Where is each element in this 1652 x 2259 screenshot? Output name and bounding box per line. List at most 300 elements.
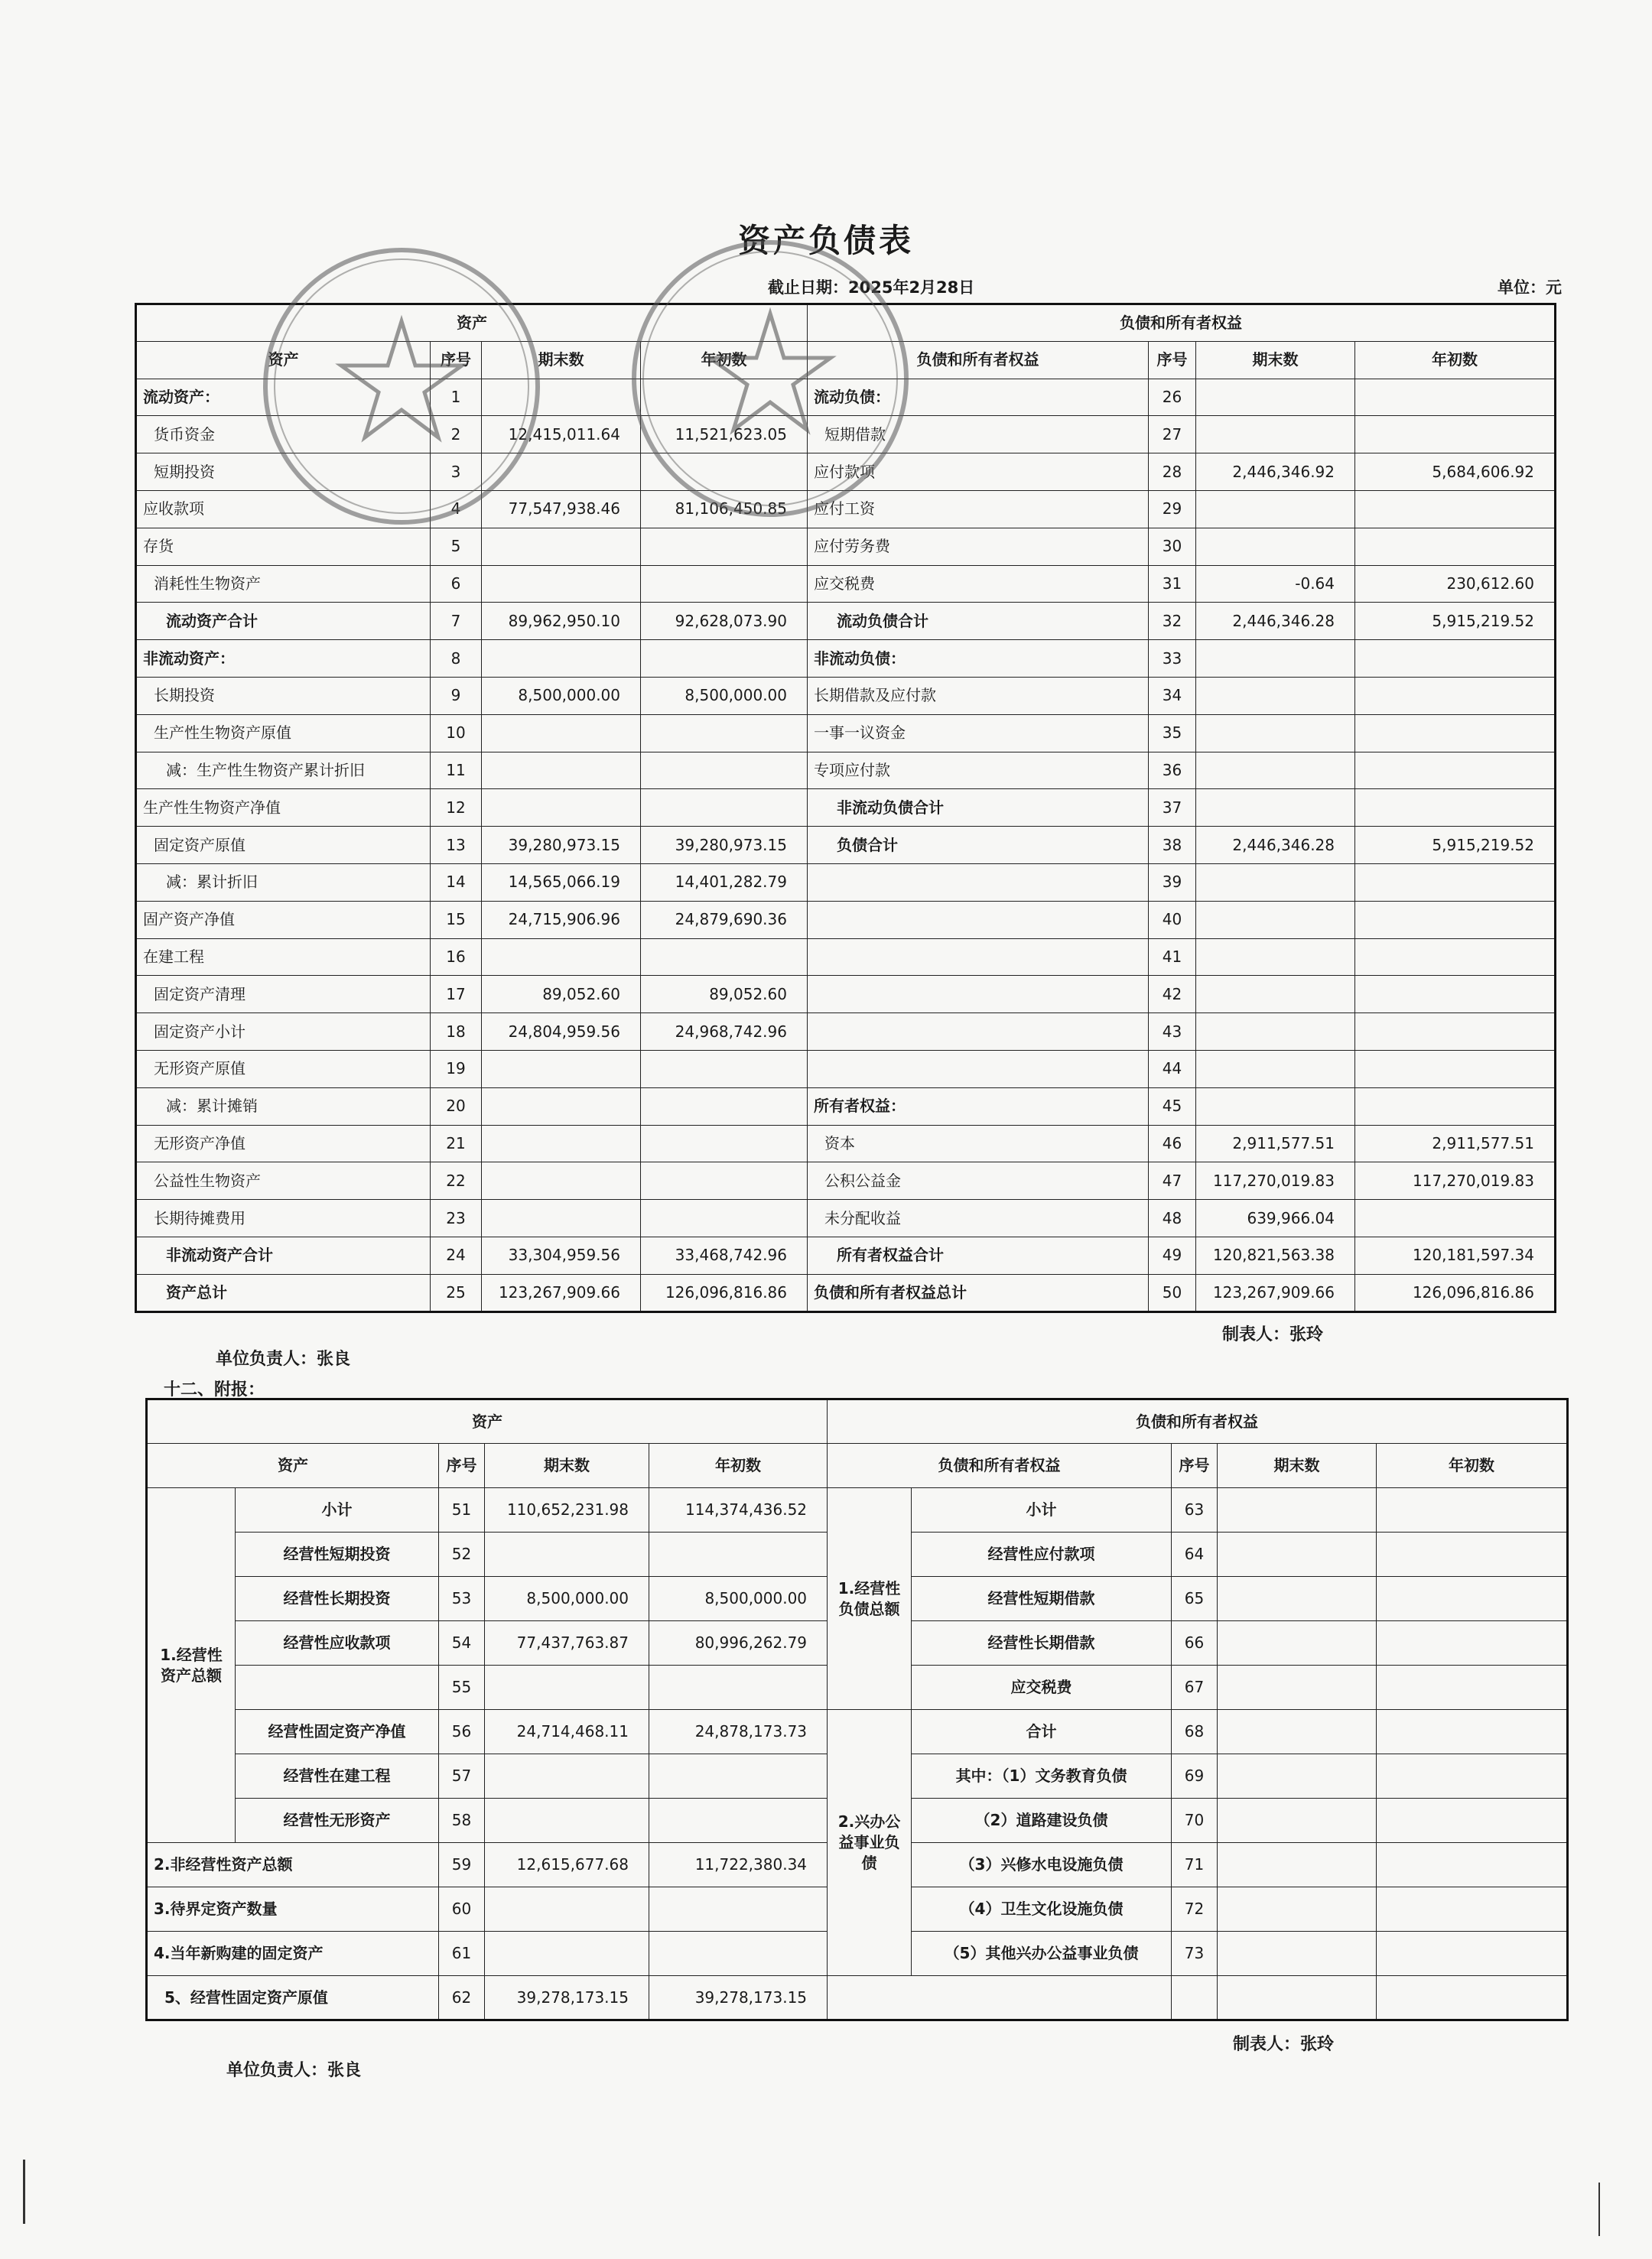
liability-seq: 38 [1149, 827, 1196, 864]
asset-label: 流动资产： [136, 379, 431, 416]
liability-end-value [1218, 1843, 1377, 1887]
table-row [136, 1200, 1556, 1237]
liability-label: 经营性短期借款 [912, 1577, 1172, 1621]
liability-seq: 26 [1149, 379, 1196, 416]
asset-seq: 4 [431, 490, 482, 528]
asset-begin-value: 89,052.60 [641, 976, 808, 1013]
asset-label: 消耗性生物资产 [136, 565, 431, 603]
asset-begin-value [641, 789, 808, 827]
asset-end-value: 89,052.60 [482, 976, 641, 1013]
group-label-operating-liabilities: 1.经营性负债总额 [828, 1488, 912, 1710]
asset-seq: 1 [431, 379, 482, 416]
liability-end-value [1218, 1932, 1377, 1976]
liability-end-value [1196, 640, 1355, 678]
liability-label [808, 1013, 1149, 1051]
liability-begin-value [1377, 1843, 1568, 1887]
asset-seq: 59 [439, 1843, 485, 1887]
asset-seq: 52 [439, 1533, 485, 1577]
table-row [147, 1710, 1568, 1754]
liability-label: 所有者权益： [808, 1087, 1149, 1125]
balance-sheet-table [135, 303, 1556, 1313]
asset-seq: 7 [431, 603, 482, 640]
asset-label: 经营性应收款项 [236, 1621, 439, 1666]
asset-end-value [482, 714, 641, 752]
liability-end-value [1218, 1533, 1377, 1577]
asset-label: 经营性短期投资 [236, 1533, 439, 1577]
liability-end-value: 123,267,909.66 [1196, 1274, 1355, 1312]
liability-end-value [1196, 528, 1355, 565]
liability-end-value [1218, 1754, 1377, 1799]
asset-begin-value [641, 1125, 808, 1162]
liability-label: 经营性长期借款 [912, 1621, 1172, 1666]
asset-begin-value: 24,879,690.36 [641, 901, 808, 938]
liability-label [808, 1050, 1149, 1087]
asset-end-value: 24,715,906.96 [482, 901, 641, 938]
asset-seq: 23 [431, 1200, 482, 1237]
liability-seq: 68 [1172, 1710, 1218, 1754]
asset-seq: 61 [439, 1932, 485, 1976]
asset-end-value: 24,804,959.56 [482, 1013, 641, 1051]
liability-seq: 50 [1149, 1274, 1196, 1312]
asset-begin-value: 39,280,973.15 [641, 827, 808, 864]
table-row [136, 901, 1556, 938]
table-row [136, 863, 1556, 901]
liability-seq: 45 [1149, 1087, 1196, 1125]
liability-begin-value [1355, 677, 1556, 714]
col-header-begin: 年初数 [1377, 1444, 1568, 1488]
liability-end-value: 120,821,563.38 [1196, 1237, 1355, 1274]
asset-seq: 24 [431, 1237, 482, 1274]
liability-seq: 65 [1172, 1577, 1218, 1621]
liability-seq: 29 [1149, 490, 1196, 528]
asset-seq: 16 [431, 938, 482, 976]
liability-label: 应交税费 [912, 1666, 1172, 1710]
asset-label: 3.待界定资产数量 [147, 1887, 439, 1932]
asset-label: 资产总计 [136, 1274, 431, 1312]
asset-label: 经营性固定资产净值 [236, 1710, 439, 1754]
liability-label: 负债合计 [808, 827, 1149, 864]
liability-label: 短期借款 [808, 416, 1149, 453]
asset-end-value [482, 1125, 641, 1162]
asset-label: 经营性长期投资 [236, 1577, 439, 1621]
asset-end-value: 12,415,011.64 [482, 416, 641, 453]
liability-label: 长期借款及应付款 [808, 677, 1149, 714]
report-date: 截止日期：2025年2月28日 [768, 278, 975, 297]
liability-label: 应付劳务费 [808, 528, 1149, 565]
liability-end-value [1218, 1577, 1377, 1621]
liability-end-value [1196, 863, 1355, 901]
liability-seq: 44 [1149, 1050, 1196, 1087]
liability-end-value [1218, 1666, 1377, 1710]
liability-seq: 35 [1149, 714, 1196, 752]
liability-seq: 70 [1172, 1799, 1218, 1843]
liability-end-value [1196, 677, 1355, 714]
liability-label: 小计 [912, 1488, 1172, 1533]
liability-seq: 37 [1149, 789, 1196, 827]
asset-label: 流动资产合计 [136, 603, 431, 640]
asset-label: 5、经营性固定资产原值 [147, 1976, 439, 2020]
liability-label [808, 901, 1149, 938]
assets-section-header: 资产 [136, 304, 808, 342]
liability-end-value [1196, 714, 1355, 752]
liability-end-value [1196, 938, 1355, 976]
liability-seq: 46 [1149, 1125, 1196, 1162]
asset-label: 小计 [236, 1488, 439, 1533]
table-row [136, 714, 1556, 752]
table-row [136, 677, 1556, 714]
liability-seq: 28 [1149, 453, 1196, 491]
liability-begin-value [1377, 1621, 1568, 1666]
asset-end-value: 77,437,763.87 [485, 1621, 649, 1666]
table-row [136, 490, 1556, 528]
liability-end-value [1196, 901, 1355, 938]
appendix-title: 十二、附报： [164, 1380, 265, 1399]
liability-end-value [1196, 1087, 1355, 1125]
asset-end-value: 14,565,066.19 [482, 863, 641, 901]
asset-seq: 53 [439, 1577, 485, 1621]
asset-begin-value [641, 640, 808, 678]
asset-end-value [482, 640, 641, 678]
liability-label: 资本 [808, 1125, 1149, 1162]
liability-seq: 48 [1149, 1200, 1196, 1237]
asset-begin-value [649, 1666, 828, 1710]
asset-label: 经营性在建工程 [236, 1754, 439, 1799]
liability-seq: 33 [1149, 640, 1196, 678]
asset-seq: 3 [431, 453, 482, 491]
asset-label: 货币资金 [136, 416, 431, 453]
asset-seq: 5 [431, 528, 482, 565]
liability-end-value [1218, 1887, 1377, 1932]
liability-end-value [1196, 416, 1355, 453]
asset-end-value: 8,500,000.00 [485, 1577, 649, 1621]
liability-seq: 47 [1149, 1162, 1196, 1200]
asset-label: 无形资产净值 [136, 1125, 431, 1162]
asset-seq: 14 [431, 863, 482, 901]
liability-begin-value: 126,096,816.86 [1355, 1274, 1556, 1312]
liability-begin-value [1377, 1710, 1568, 1754]
asset-end-value: 89,962,950.10 [482, 603, 641, 640]
asset-begin-value [641, 1087, 808, 1125]
liability-label [808, 863, 1149, 901]
table-row [136, 752, 1556, 789]
asset-label: 存货 [136, 528, 431, 565]
asset-seq: 60 [439, 1887, 485, 1932]
col-header-liability: 负债和所有者权益 [808, 341, 1149, 379]
asset-label: 固定资产原值 [136, 827, 431, 864]
liability-begin-value [1355, 714, 1556, 752]
asset-label: 长期投资 [136, 677, 431, 714]
liability-label: 所有者权益合计 [808, 1237, 1149, 1274]
liability-begin-value [1377, 1666, 1568, 1710]
currency-unit: 单位：元 [1498, 278, 1562, 297]
liability-label: 公积公益金 [808, 1162, 1149, 1200]
liability-end-value: 117,270,019.83 [1196, 1162, 1355, 1200]
asset-seq: 8 [431, 640, 482, 678]
asset-label: 生产性生物资产净值 [136, 789, 431, 827]
col-header-begin: 年初数 [1355, 341, 1556, 379]
asset-label: 无形资产原值 [136, 1050, 431, 1087]
liability-seq: 27 [1149, 416, 1196, 453]
asset-label: 应收款项 [136, 490, 431, 528]
col-header-seq: 序号 [1172, 1444, 1218, 1488]
liability-begin-value [1355, 789, 1556, 827]
liability-label: （3）兴修水电设施负债 [912, 1843, 1172, 1887]
asset-begin-value: 11,722,380.34 [649, 1843, 828, 1887]
liability-label: 专项应付款 [808, 752, 1149, 789]
asset-label: 减：累计折旧 [136, 863, 431, 901]
col-header-begin: 年初数 [649, 1444, 828, 1488]
col-header-seq: 序号 [431, 341, 482, 379]
responsible-person: 单位负责人：张良 [216, 1350, 351, 1369]
table-row [136, 453, 1556, 491]
table-row [136, 1050, 1556, 1087]
asset-end-value [482, 528, 641, 565]
asset-begin-value [641, 714, 808, 752]
liability-end-value: 2,446,346.28 [1196, 827, 1355, 864]
liability-begin-value [1377, 1932, 1568, 1976]
liability-begin-value: 5,915,219.52 [1355, 603, 1556, 640]
liability-begin-value [1355, 416, 1556, 453]
asset-begin-value: 14,401,282.79 [641, 863, 808, 901]
liability-seq: 41 [1149, 938, 1196, 976]
asset-label: 非流动资产： [136, 640, 431, 678]
liability-begin-value [1355, 938, 1556, 976]
liability-label: （2）道路建设负债 [912, 1799, 1172, 1843]
asset-end-value [482, 379, 641, 416]
liability-end-value: -0.64 [1196, 565, 1355, 603]
liability-end-value [1196, 976, 1355, 1013]
liability-begin-value [1355, 976, 1556, 1013]
assets-section-header: 资产 [147, 1399, 828, 1444]
liability-seq [1172, 1976, 1218, 2020]
scan-mark [1598, 2183, 1600, 2236]
asset-begin-value: 114,374,436.52 [649, 1488, 828, 1533]
liability-end-value [1196, 1050, 1355, 1087]
liability-seq: 36 [1149, 752, 1196, 789]
asset-begin-value [649, 1799, 828, 1843]
asset-end-value [482, 565, 641, 603]
table-row [136, 603, 1556, 640]
col-header-begin: 年初数 [641, 341, 808, 379]
asset-begin-value: 92,628,073.90 [641, 603, 808, 640]
liability-label [808, 976, 1149, 1013]
liability-label [828, 1976, 1172, 2020]
liability-label: 非流动负债合计 [808, 789, 1149, 827]
liability-begin-value [1377, 1488, 1568, 1533]
liability-label: 应付工资 [808, 490, 1149, 528]
col-header-end: 期末数 [1196, 341, 1355, 379]
table-row [147, 1976, 1568, 2020]
liability-seq: 63 [1172, 1488, 1218, 1533]
table-row [136, 379, 1556, 416]
table-row [136, 640, 1556, 678]
table-row [136, 565, 1556, 603]
liability-end-value: 2,446,346.28 [1196, 603, 1355, 640]
liability-begin-value [1355, 901, 1556, 938]
asset-seq: 58 [439, 1799, 485, 1843]
liability-begin-value [1355, 528, 1556, 565]
liability-label: 流动负债： [808, 379, 1149, 416]
liability-seq: 42 [1149, 976, 1196, 1013]
liability-label: 流动负债合计 [808, 603, 1149, 640]
liability-seq: 30 [1149, 528, 1196, 565]
asset-begin-value: 8,500,000.00 [649, 1577, 828, 1621]
liability-seq: 31 [1149, 565, 1196, 603]
asset-begin-value: 11,521,623.05 [641, 416, 808, 453]
asset-end-value: 33,304,959.56 [482, 1237, 641, 1274]
asset-end-value [485, 1799, 649, 1843]
asset-end-value: 77,547,938.46 [482, 490, 641, 528]
asset-end-value [485, 1887, 649, 1932]
liabilities-section-header: 负债和所有者权益 [828, 1399, 1568, 1444]
asset-label: 在建工程 [136, 938, 431, 976]
liability-seq: 43 [1149, 1013, 1196, 1051]
asset-end-value [482, 1050, 641, 1087]
asset-begin-value [641, 1200, 808, 1237]
liability-seq: 67 [1172, 1666, 1218, 1710]
asset-begin-value: 33,468,742.96 [641, 1237, 808, 1274]
col-header-asset: 资产 [136, 341, 431, 379]
asset-seq: 54 [439, 1621, 485, 1666]
col-header-seq: 序号 [439, 1444, 485, 1488]
asset-end-value: 123,267,909.66 [482, 1274, 641, 1312]
asset-seq: 11 [431, 752, 482, 789]
asset-seq: 18 [431, 1013, 482, 1051]
asset-seq: 17 [431, 976, 482, 1013]
asset-end-value [485, 1666, 649, 1710]
liability-label: 合计 [912, 1710, 1172, 1754]
scan-mark [23, 2160, 25, 2224]
asset-begin-value: 126,096,816.86 [641, 1274, 808, 1312]
liability-seq: 39 [1149, 863, 1196, 901]
asset-begin-value [641, 752, 808, 789]
liability-seq: 69 [1172, 1754, 1218, 1799]
liability-begin-value [1377, 1887, 1568, 1932]
asset-label: 短期投资 [136, 453, 431, 491]
liability-seq: 32 [1149, 603, 1196, 640]
asset-begin-value [649, 1754, 828, 1799]
liability-begin-value [1355, 863, 1556, 901]
asset-end-value [482, 453, 641, 491]
asset-end-value: 8,500,000.00 [482, 677, 641, 714]
asset-begin-value [649, 1533, 828, 1577]
liability-end-value [1218, 1976, 1377, 2020]
asset-seq: 2 [431, 416, 482, 453]
liability-seq: 49 [1149, 1237, 1196, 1274]
col-header-liability: 负债和所有者权益 [828, 1444, 1172, 1488]
asset-label: 固定资产清理 [136, 976, 431, 1013]
liability-end-value [1196, 752, 1355, 789]
liability-end-value [1196, 490, 1355, 528]
asset-end-value [482, 938, 641, 976]
col-header-asset: 资产 [147, 1444, 439, 1488]
table-row [136, 827, 1556, 864]
liability-seq: 66 [1172, 1621, 1218, 1666]
liability-label: 负债和所有者权益总计 [808, 1274, 1149, 1312]
liability-seq: 72 [1172, 1887, 1218, 1932]
liability-end-value [1218, 1488, 1377, 1533]
liability-begin-value [1377, 1754, 1568, 1799]
liability-seq: 34 [1149, 677, 1196, 714]
liability-begin-value [1355, 490, 1556, 528]
asset-begin-value: 39,278,173.15 [649, 1976, 828, 2020]
asset-begin-value: 81,106,450.85 [641, 490, 808, 528]
liability-end-value [1218, 1710, 1377, 1754]
liability-label: （5）其他兴办公益事业负债 [912, 1932, 1172, 1976]
asset-begin-value: 24,878,173.73 [649, 1710, 828, 1754]
responsible-person-appendix: 单位负责人：张良 [226, 2061, 362, 2080]
liability-begin-value: 5,684,606.92 [1355, 453, 1556, 491]
liability-label: 其中：（1）文务教育负债 [912, 1754, 1172, 1799]
table-row [136, 1274, 1556, 1312]
liability-seq: 71 [1172, 1843, 1218, 1887]
asset-begin-value [641, 528, 808, 565]
asset-seq: 22 [431, 1162, 482, 1200]
table-row [136, 1162, 1556, 1200]
liability-begin-value: 120,181,597.34 [1355, 1237, 1556, 1274]
liability-begin-value [1377, 1799, 1568, 1843]
col-header-end: 期末数 [485, 1444, 649, 1488]
liability-begin-value [1355, 1087, 1556, 1125]
asset-begin-value [641, 938, 808, 976]
liability-seq: 73 [1172, 1932, 1218, 1976]
asset-seq: 55 [439, 1666, 485, 1710]
asset-label: 非流动资产合计 [136, 1237, 431, 1274]
asset-seq: 10 [431, 714, 482, 752]
col-header-seq: 序号 [1149, 341, 1196, 379]
liability-end-value [1218, 1799, 1377, 1843]
liability-label: 未分配收益 [808, 1200, 1149, 1237]
table-row [136, 1125, 1556, 1162]
asset-end-value [485, 1754, 649, 1799]
table-row [136, 1013, 1556, 1051]
asset-label: 2.非经营性资产总额 [147, 1843, 439, 1887]
asset-end-value [482, 752, 641, 789]
asset-seq: 13 [431, 827, 482, 864]
liability-end-value [1196, 789, 1355, 827]
liability-end-value [1218, 1621, 1377, 1666]
page-title: 资产负债表 [737, 222, 914, 259]
liability-end-value [1196, 1013, 1355, 1051]
asset-seq: 62 [439, 1976, 485, 2020]
asset-begin-value [641, 453, 808, 491]
liability-label: 非流动负债： [808, 640, 1149, 678]
asset-seq: 6 [431, 565, 482, 603]
asset-seq: 25 [431, 1274, 482, 1312]
liability-begin-value: 2,911,577.51 [1355, 1125, 1556, 1162]
liability-begin-value [1377, 1577, 1568, 1621]
asset-seq: 20 [431, 1087, 482, 1125]
preparer-appendix: 制表人：张玲 [1233, 2035, 1335, 2054]
asset-label: 减：生产性生物资产累计折旧 [136, 752, 431, 789]
col-header-end: 期末数 [482, 341, 641, 379]
asset-end-value: 12,615,677.68 [485, 1843, 649, 1887]
asset-label: 长期待摊费用 [136, 1200, 431, 1237]
asset-begin-value [649, 1932, 828, 1976]
asset-end-value: 110,652,231.98 [485, 1488, 649, 1533]
liability-begin-value [1355, 1200, 1556, 1237]
asset-begin-value [641, 1162, 808, 1200]
asset-end-value: 39,280,973.15 [482, 827, 641, 864]
asset-label: 公益性生物资产 [136, 1162, 431, 1200]
liability-begin-value: 5,915,219.52 [1355, 827, 1556, 864]
table-row [136, 789, 1556, 827]
liability-begin-value [1355, 752, 1556, 789]
asset-begin-value: 8,500,000.00 [641, 677, 808, 714]
table-row [136, 1087, 1556, 1125]
liability-begin-value [1355, 1050, 1556, 1087]
asset-label: 4.当年新购建的固定资产 [147, 1932, 439, 1976]
